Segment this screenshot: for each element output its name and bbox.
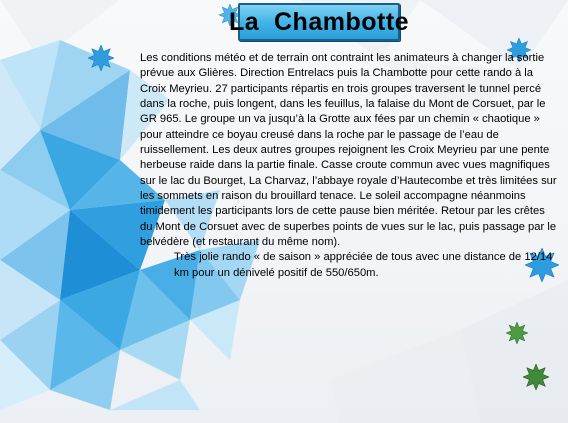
page-title: La Chambotte (228, 7, 410, 36)
green-star-icon (523, 364, 549, 390)
blue-star-icon (88, 45, 114, 71)
paragraph-main: Les conditions météo et de terrain ont contraint les animateurs à changer la sortie prévue aux Glières. Direction Entrelacs puis la Chambotte pour cette rando à la Croix Meyrieu. 27 participants répartis en trois groupes traversent le tunnel percé dans la roche, puis longent, dans les feuillus, la falaise du Mont de Corsuet, par le GR 965. Le groupe un va jusqu’à la Grotte aux fées par un chemin « chaotique » pour atteindre ce boyau creusé dans la roche par le passage de l’eau de ruissellement. Les deux autres groupes rejoignent les Croix Meyrieu par une pente herbeuse raide dans la partie finale. Casse croute commun avec vues magnifiques sur le lac du Bourget, La Charvaz, l’abbaye royale d’Hautecombe et très limitées sur les sommets en raison du brouillard tenace. Le soleil accompagne néanmoins timidement les participants lors de cette pause bien méritée. Retour par les crêtes du Mont de Corsuet avec de superbes points de vues sur le lac, puis passage par le belvédère (et restaurant du même nom). (140, 52, 557, 249)
paragraph-closing: Très jolie rando « de saison » appréciée de tous avec une distance de 12/14 km pour un dénivelé positif de 550/650m. (174, 251, 553, 279)
body-text (140, 51, 560, 281)
green-star-icon (506, 322, 528, 344)
title-box (228, 3, 410, 41)
